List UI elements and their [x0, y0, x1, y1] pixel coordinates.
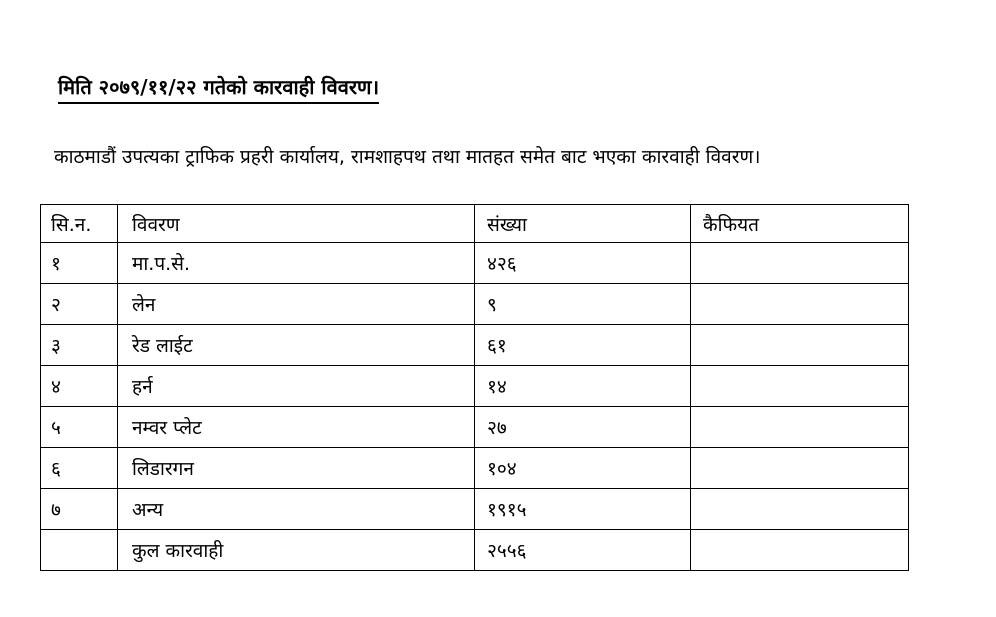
column-header-serial: सि.न.: [41, 205, 118, 243]
remarks-cell: [691, 284, 909, 325]
description-cell: हर्न: [118, 366, 475, 407]
serial-cell: [41, 530, 118, 571]
count-cell: १९१५: [475, 489, 691, 530]
serial-cell: १: [41, 243, 118, 284]
serial-cell: ४: [41, 366, 118, 407]
action-summary-table: [40, 204, 909, 571]
total-row: [41, 530, 909, 571]
table-row: [41, 284, 909, 325]
table-row: [41, 489, 909, 530]
total-label-cell: कुल कारवाही: [118, 530, 475, 571]
serial-cell: ५: [41, 407, 118, 448]
column-header-count: संख्या: [475, 205, 691, 243]
table-row: [41, 325, 909, 366]
report-intro: काठमाडौं उपत्यका ट्राफिक प्रहरी कार्यालय, रामशाहपथ तथा मातहत समेत बाट भएका कारवाही विवरण।: [54, 146, 761, 168]
column-header-remarks: कैफियत: [691, 205, 909, 243]
description-cell: मा.प.से.: [118, 243, 475, 284]
total-count-cell: २५५६: [475, 530, 691, 571]
description-cell: रेड लाईट: [118, 325, 475, 366]
table-row: [41, 407, 909, 448]
table-header-row: [41, 205, 909, 243]
serial-cell: ६: [41, 448, 118, 489]
count-cell: १४: [475, 366, 691, 407]
remarks-cell: [691, 448, 909, 489]
description-cell: लिडारगन: [118, 448, 475, 489]
count-cell: ४२६: [475, 243, 691, 284]
column-header-description: विवरण: [118, 205, 475, 243]
description-cell: लेन: [118, 284, 475, 325]
count-cell: ९: [475, 284, 691, 325]
count-cell: १०४: [475, 448, 691, 489]
remarks-cell: [691, 489, 909, 530]
table-row: [41, 448, 909, 489]
description-cell: नम्वर प्लेट: [118, 407, 475, 448]
serial-cell: ३: [41, 325, 118, 366]
table-row: [41, 366, 909, 407]
remarks-cell: [691, 530, 909, 571]
report-title: मिति २०७९/११/२२ गतेको कारवाही विवरण।: [58, 74, 379, 104]
serial-cell: २: [41, 284, 118, 325]
remarks-cell: [691, 325, 909, 366]
table-row: [41, 243, 909, 284]
description-cell: अन्य: [118, 489, 475, 530]
remarks-cell: [691, 366, 909, 407]
count-cell: ६१: [475, 325, 691, 366]
count-cell: २७: [475, 407, 691, 448]
remarks-cell: [691, 243, 909, 284]
serial-cell: ७: [41, 489, 118, 530]
remarks-cell: [691, 407, 909, 448]
